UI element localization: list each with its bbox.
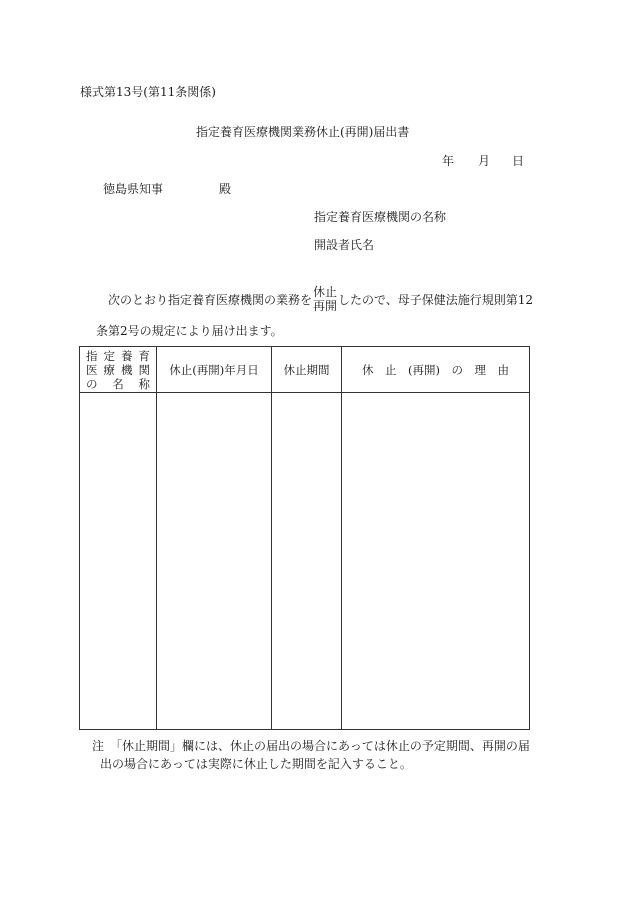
cell-period[interactable] (272, 393, 342, 730)
body-text-line2: 条第2号の規定により届け出ます。 (96, 324, 283, 338)
date-year-label: 年 (442, 154, 455, 168)
suspend-resume-option (313, 285, 337, 313)
table-row (80, 393, 530, 730)
addressee: 徳島県知事 (103, 182, 164, 196)
option-resume: 再開 (313, 299, 338, 313)
founder-name-label: 開設者氏名 (314, 238, 375, 252)
header-facility-name-line2: 医療機関 (86, 362, 150, 377)
cell-facility-name[interactable] (80, 393, 157, 730)
date-day-label: 日 (512, 154, 525, 168)
body-prefix: 次のとおり指定養育医療機関の業務を (108, 292, 313, 307)
option-suspend: 休止 (313, 285, 338, 299)
facility-name-label: 指定養育医療機関の名称 (314, 210, 447, 224)
table-header-row (80, 347, 530, 393)
cell-date[interactable] (157, 393, 272, 730)
date-month-label: 月 (478, 154, 491, 168)
note-line1: 注 「休止期間」欄には、休止の届出の場合にあっては休止の予定期間、再開の届 (92, 739, 530, 753)
header-reason: 休 止 (再開) の 理 由 (342, 347, 530, 393)
header-date: 休止(再開)年月日 (157, 347, 272, 393)
cell-reason[interactable] (342, 393, 530, 730)
header-facility-name-line1: 指定養育 (86, 348, 150, 363)
body-text-line1 (108, 285, 533, 313)
body-suffix: したので、母子保健法施行規則第12 (338, 292, 534, 307)
document-title: 指定養育医療機関業務休止(再開)届出書 (196, 125, 410, 139)
header-facility-name (80, 347, 157, 393)
header-period: 休止期間 (272, 347, 342, 393)
report-table (79, 346, 530, 730)
form-number: 様式第13号(第11条関係) (80, 85, 216, 99)
honorific: 殿 (219, 182, 232, 196)
header-facility-name-line3: の名称 (86, 376, 150, 391)
note-line2: 出の場合にあっては実際に休止した期間を記入すること。 (100, 757, 412, 771)
